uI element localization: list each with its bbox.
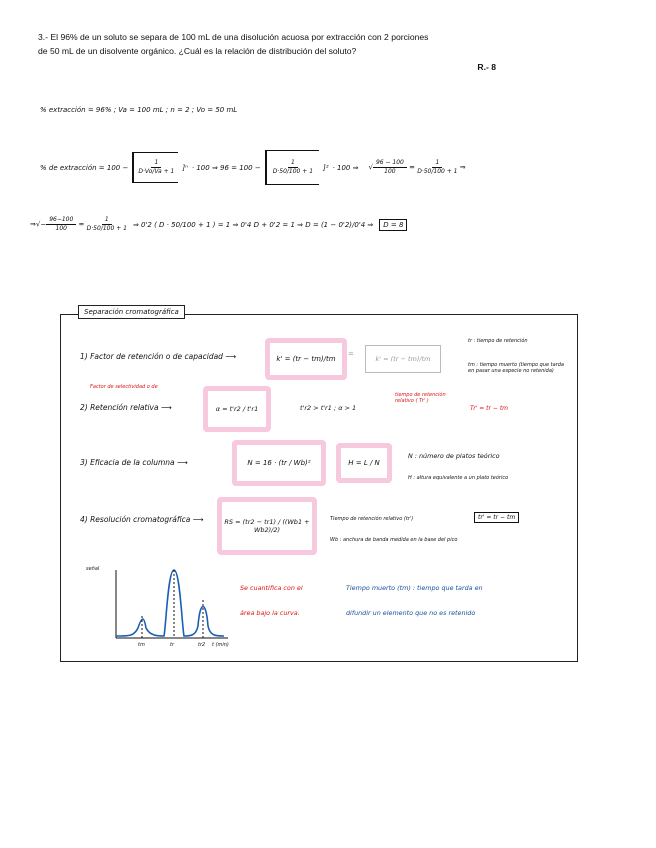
graph-tick-3: tr2 — [198, 642, 206, 648]
problem-line-1: 3.- El 96% de un soluto se separa de 100 mL de una disolución acuosa por extracción con 2 porciones — [38, 32, 429, 42]
note-tr-rel-box: tr' = tr − tm — [474, 512, 519, 523]
eq1-bracket: $\frac{1}{D\cdot Vo/Va + 1}$ — [132, 152, 178, 183]
note-tm: tm : tiempo muerto (tiempo que tarda en pasar una especie no retenida) — [468, 362, 564, 374]
item-2-aside: t'r2 > t'r1 ; α > 1 — [300, 404, 357, 412]
graph-ylabel: señal — [86, 566, 100, 572]
graph-tick-1: tm — [138, 642, 145, 648]
section-title: Separación cromatográfica — [78, 305, 185, 319]
eq1-end: · 100 ⇒ — [332, 163, 359, 172]
note-red-area-2: área bajo la curva. — [240, 609, 300, 617]
note-red-area-1: Se cuantifica con el — [240, 584, 303, 592]
graph-xlabel: t (min) — [212, 642, 229, 648]
graph-tick-2: tr — [170, 642, 175, 648]
note-Wb: Wb : anchura de banda medida en la base del pico — [330, 537, 458, 543]
answer-label: R.- 8 — [477, 62, 496, 72]
item-1-label: 1) Factor de retención o de capacidad ⟶ — [80, 352, 237, 361]
graph-curve — [116, 570, 224, 636]
note-red-top: Factor de selectividad o de — [90, 384, 158, 390]
result-box: D = 8 — [379, 219, 407, 231]
item-4-formula: RS = (tr2 − tr1) / ((Wb1 + Wb2)/2) — [217, 497, 317, 555]
given-data: % extracción = 96% ; Va = 100 mL ; n = 2 ; Vo = 50 mL — [40, 106, 238, 114]
equation-1: % de extracción = 100 − $\frac{1}{D\cdot Vo/Va + 1}$ ]ⁿ · 100 ⇒ 96 = 100 − $\frac{1}{D\cdot 50/100 + 1}$ ]² · 100 ⇒ √ $\frac{96 - 100}{100}$ = $\frac{1}{D\cdot 50/100 + 1}$ ⇒ — [40, 150, 466, 185]
equals-sign: = — [348, 350, 354, 358]
item-2-formula: α = t'r2 / t'r1 — [203, 386, 271, 432]
sqrt-term: √ $\frac{96 - 100}{100}$ = $\frac{1}{D\cdot 50/100 + 1}$ ⇒ — [368, 159, 466, 175]
item-2-label: 2) Retención relativa ⟶ — [80, 403, 172, 412]
note-tr-rel: Tiempo de retención relativo (tr') — [330, 516, 414, 522]
note-red-formula: Tr' = tr − tm — [470, 405, 509, 412]
item-1-alt: k' = (tr − tm)/tm — [365, 345, 441, 373]
problem-line-2: de 50 mL de un disolvente orgánico. ¿Cuál es la relación de distribución del soluto? — [38, 46, 357, 56]
note-red-tiempo: tiempo de retención relativo ( Tr' ) — [395, 392, 446, 404]
note-blue-1: Tiempo muerto (tm) : tiempo que tarda en — [346, 584, 483, 592]
note-blue-2: difundir un elemento que no es retenido — [346, 609, 476, 617]
item-1-formula: k' = (tr − tm)/tm — [265, 338, 347, 380]
problem-statement — [38, 30, 508, 58]
note-tr: tr : tiempo de retención — [468, 338, 528, 344]
item-3-formula-2: H = L / N — [336, 443, 392, 483]
item-4-label: 4) Resolución cromatográfica ⟶ — [80, 515, 204, 524]
item-3-formula: N = 16 · (tr / Wb)² — [232, 440, 326, 486]
note-H: H : altura equivalente a un plato teórico — [408, 475, 509, 481]
eq2-tail: ⇒ 0'2 ( D · 50/100 + 1 ) = 1 ⇒ 0'4 D + 0'2 = 1 ⇒ D = (1 − 0'2)/0'4 ⇒ — [132, 220, 374, 229]
eq1-prefix: % de extracción = 100 − — [40, 163, 129, 172]
note-N: N : número de platos teórico — [408, 452, 500, 460]
eq1-mid: · 100 ⇒ 96 = 100 − — [191, 163, 261, 172]
equation-2: ⇒√− $\frac{96-100}{100}$ = $\frac{1}{D\cdot 50/100 + 1}$ ⇒ 0'2 ( D · 50/100 + 1 ) = 1 ⇒ 0'4 D + 0'2 = 1 ⇒ D = (1 − 0'2)/0'4 ⇒ D = 8 — [30, 216, 407, 233]
item-3-label: 3) Eficacia de la columna ⟶ — [80, 458, 188, 467]
eq1-bracket-2: $\frac{1}{D\cdot 50/100 + 1}$ — [265, 150, 319, 185]
